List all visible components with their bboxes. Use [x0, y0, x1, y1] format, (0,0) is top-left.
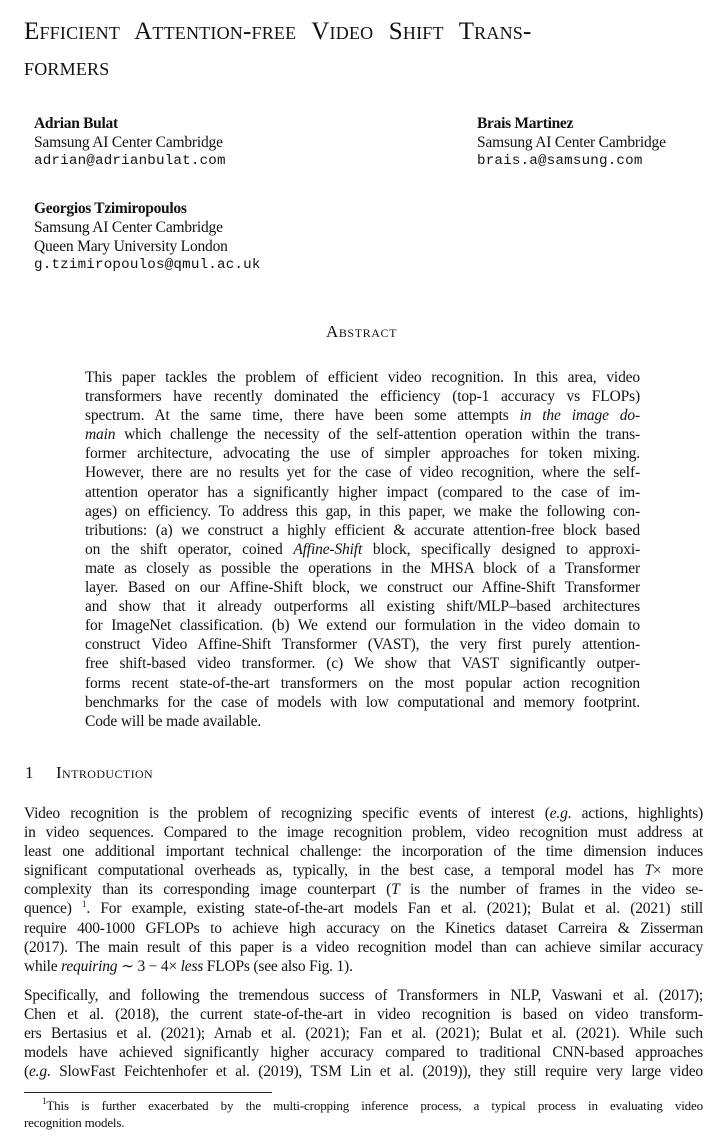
- footnote-marker: 1: [42, 1096, 47, 1106]
- italic-run: in the image do-: [519, 407, 640, 425]
- italic-run: requiring: [61, 957, 118, 975]
- footnote-line: recognition models.: [24, 1115, 125, 1130]
- text-run: spectrum. At the same time, there have been some attempts: [85, 407, 520, 425]
- text-run: block, specifically designed to approxi-: [362, 540, 640, 558]
- abstract-heading: Abstract: [325, 322, 398, 341]
- text-run: (: [24, 1063, 29, 1081]
- author-block-adrian-bulat: [34, 114, 226, 171]
- author-affiliation: Samsung AI Center Cambridge: [34, 219, 223, 236]
- author-email: g.tzimiropoulos@qmul.ac.uk: [34, 257, 261, 273]
- abstract-line: ages) on efficiency. To address this gap, in this paper, we make the following con-: [85, 502, 640, 520]
- italic-run: Affine-Shift: [293, 540, 363, 558]
- section-title: Introduction: [56, 763, 154, 782]
- text-run: × more: [652, 862, 703, 880]
- title-line-1: Efficient Attention-free Video Shift Trans-: [24, 18, 532, 45]
- abstract-line: attention operator has a significantly higher impact (compared to the case of im-: [85, 483, 640, 501]
- math-variable: T: [644, 862, 653, 880]
- paragraph-line: [24, 804, 703, 823]
- paragraph-line: models have achieved significantly higher accuracy compared to traditional CNN-based approaches: [24, 1044, 703, 1062]
- author-affiliation: Samsung AI Center Cambridge: [34, 134, 223, 151]
- abstract-line: construct Video Affine-Shift Transformer (VAST), the very first purely attention-: [85, 636, 640, 654]
- italic-run: less: [180, 957, 204, 975]
- text-run: . For example, existing state-of-the-art models Fan et al. (2021); Bulat et al. (2021) still: [86, 900, 704, 918]
- author-name: Brais Martinez: [477, 115, 574, 132]
- paragraph-line: ers Bertasius et al. (2021); Arnab et al. (2021); Fan et al. (2021); Bulat et al. (2021). While such: [24, 1025, 703, 1043]
- text-run: on the shift operator, coined: [85, 540, 294, 558]
- footnote-divider: [24, 1092, 272, 1093]
- author-name: Adrian Bulat: [34, 115, 118, 132]
- paragraph-line: [24, 861, 703, 880]
- text-run: . actions, highlights): [567, 805, 703, 822]
- italic-run: e.g: [28, 1063, 47, 1081]
- abstract-line: tributions: (a) we construct a highly efficient & accurate attention-free block based: [85, 521, 640, 539]
- author-email: adrian@adrianbulat.com: [34, 153, 226, 169]
- footnote-line: [24, 1097, 703, 1114]
- paragraph-line: [24, 1062, 703, 1081]
- abstract-line: and show that it already outperforms all existing shift/MLP–based architectures: [85, 598, 640, 616]
- text-run: while: [24, 957, 62, 975]
- text-run: . SlowFast Feichtenhofer et al. (2019), TSM Lin et al. (2019)), they still require very large video: [46, 1063, 703, 1081]
- section-number: 1: [25, 763, 34, 782]
- paragraph-line: [24, 880, 703, 899]
- paragraph-line: require 400-1000 GFLOPs to achieve high accuracy on the Kinetics dataset Carreira & Zisserman: [24, 919, 703, 937]
- italic-run: main: [85, 426, 116, 444]
- abstract-line: for ImageNet classification. (b) We extend our formulation in the video domain to: [85, 617, 640, 635]
- abstract-line: [85, 425, 640, 444]
- text-run: This is further exacerbated by the multi-cropping inference process, a typical process in evaluating video: [46, 1098, 703, 1113]
- abstract-body: [85, 368, 640, 731]
- abstract-line: free shift-based video transformer. (c) We show that VAST significantly outper-: [85, 655, 640, 673]
- intro-paragraph-1: [24, 804, 703, 976]
- paragraph-line: Specifically, and following the tremendous success of Transformers in NLP, Vaswani et al. (2017);: [24, 987, 703, 1004]
- text-run: complexity than its corresponding image counterpart (: [24, 881, 392, 899]
- paragraph-line: Chen et al. (2018), the current state-of-the-art in video recognition is based on video transform-: [24, 1006, 703, 1024]
- text-run: Video recognition is the problem of recognizing specific events of interest (: [24, 805, 550, 822]
- paragraph-line: [24, 957, 703, 976]
- abstract-line: This paper tackles the problem of efficient video recognition. In this area, video: [85, 369, 640, 386]
- author-affiliation: Queen Mary University London: [34, 238, 228, 255]
- italic-run: e.g: [549, 805, 568, 822]
- text-run: is the number of frames in the video se-: [399, 881, 703, 899]
- paragraph-line: in video sequences. Compared to the image recognition problem, video recognition must address at: [24, 824, 703, 842]
- author-affiliation: Samsung AI Center Cambridge: [477, 134, 666, 151]
- author-email: brais.a@samsung.com: [477, 153, 643, 169]
- text-run: which challenge the necessity of the self-attention operation within the trans-: [115, 426, 640, 444]
- abstract-line: [85, 406, 640, 425]
- paragraph-line: [24, 899, 703, 918]
- title-line-2: formers: [24, 54, 110, 81]
- abstract-line: benchmarks for the case of models with low computational and memory footprint.: [85, 693, 640, 711]
- paragraph-line: (2017). The main result of this paper is a video recognition model than can achieve similar accuracy: [24, 938, 703, 956]
- author-block-georgios-tzimiropoulos: [34, 199, 261, 275]
- author-name: Georgios Tzimiropoulos: [34, 200, 187, 217]
- intro-paragraph-2: [24, 986, 703, 1081]
- author-block-brais-martinez: [477, 114, 666, 171]
- abstract-line: forms recent state-of-the-art transformers on the most popular action recognition: [85, 674, 640, 692]
- abstract-line: mate as closely as possible the operations in the MHSA block of a Transformer: [85, 559, 640, 577]
- abstract-line: [85, 540, 640, 559]
- text-run: quence): [24, 900, 83, 918]
- text-run: FLOPs (see also Fig. 1).: [203, 957, 353, 975]
- abstract-line: former architecture, advocating the use of simpler approaches for token mixing.: [85, 445, 640, 463]
- abstract-line: Code will be made available.: [85, 712, 262, 730]
- footnote-marker[interactable]: 1: [82, 899, 87, 910]
- math-variable: T: [391, 881, 400, 899]
- paragraph-line: least one additional important technical challenge: the incorporation of the time dimension induces: [24, 843, 703, 861]
- footnote-1: [24, 1097, 703, 1131]
- paper-title: [24, 14, 714, 86]
- abstract-line: layer. Based on our Affine-Shift block, we construct our Affine-Shift Transformer: [85, 579, 640, 597]
- section-heading-introduction: [25, 763, 153, 783]
- abstract-line: transformers have recently dominated the efficiency (top-1 accuracy vs FLOPs): [85, 388, 640, 406]
- math-run: ∼ 3 − 4×: [117, 957, 181, 975]
- text-run: significant computational overheads as, typically, in the best case, a temporal model has: [24, 862, 645, 880]
- abstract-line: However, there are no results yet for the case of video recognition, where the self-: [85, 464, 640, 482]
